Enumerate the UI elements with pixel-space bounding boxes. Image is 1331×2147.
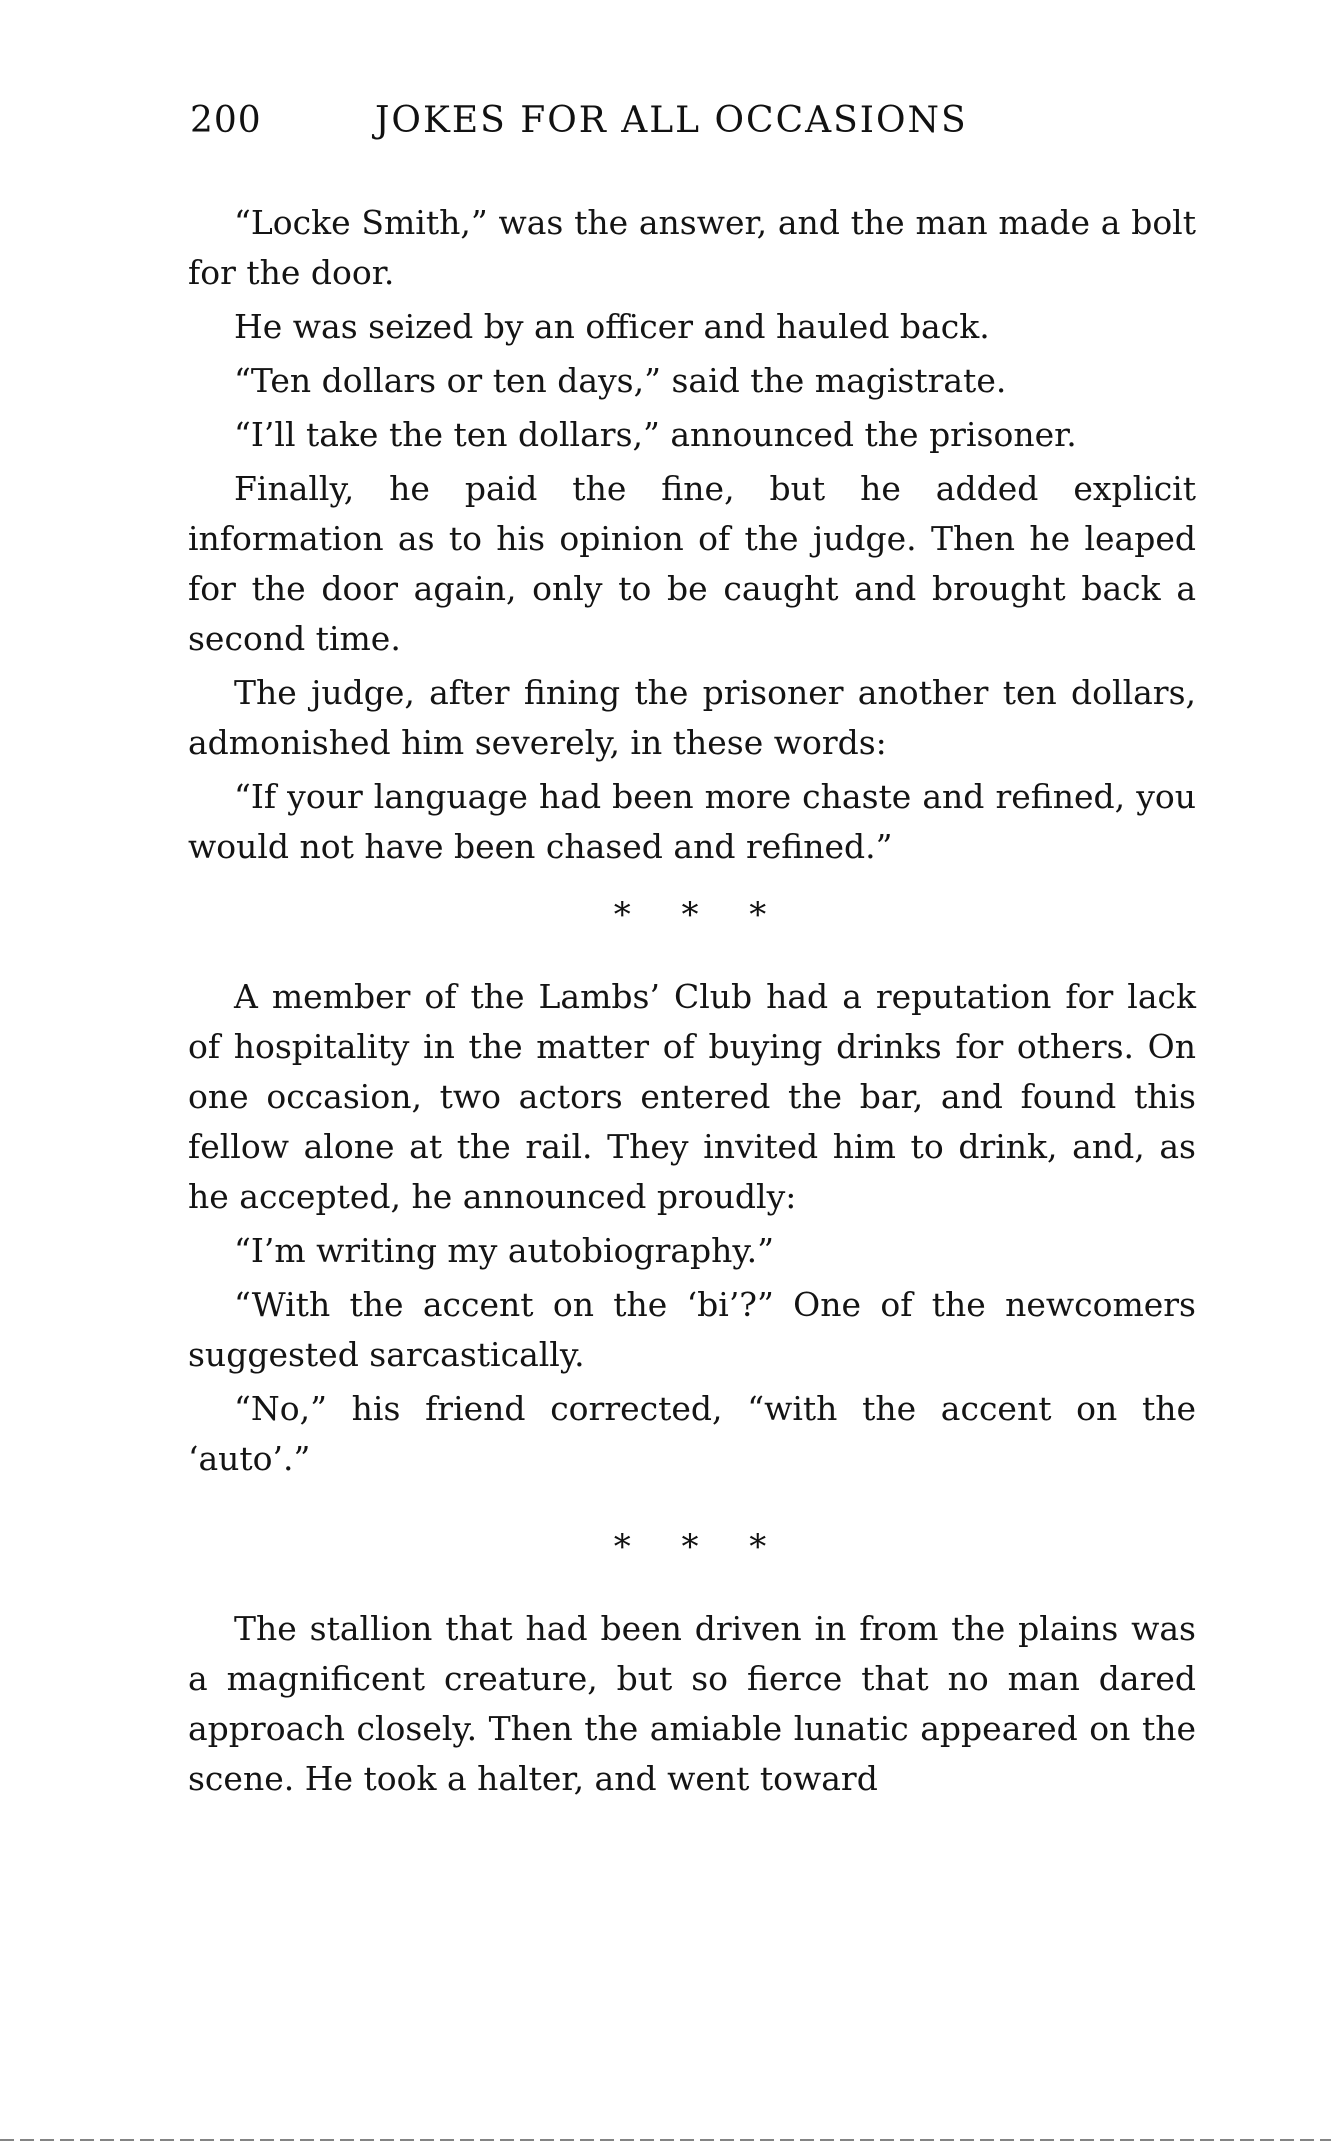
paragraph: A member of the Lambs’ Club had a reputation for lack of hospitality in the matter of buying drinks for others. On one occasion, two actors entered the bar, and found this fellow alone at the rail. They invited him to drink, and, as he accepted, he announced proudly:: [188, 977, 1196, 1216]
paragraph: “With the accent on the ‘bi’?” One of the newcomers suggested sarcastically.: [188, 1285, 1196, 1374]
joke-section-3: [188, 1604, 1196, 1808]
paragraph: “If your language had been more chaste and refined, you would not have been chased and refined.”: [188, 777, 1196, 866]
paragraph: The judge, after fining the prisoner another ten dollars, admonished him severely, in these words:: [188, 673, 1196, 762]
paragraph: “Ten dollars or ten days,” said the magistrate.: [234, 361, 1007, 400]
paragraph: “Locke Smith,” was the answer, and the man made a bolt for the door.: [188, 203, 1196, 292]
section-separator: * * *: [613, 1527, 767, 1567]
page-bottom-edge: [0, 2139, 1331, 2141]
paragraph: The stallion that had been driven in from the plains was a magnificent creature, but so fierce that no man dared approach closely. Then the amiable lunatic appeared on the scene. He took a halter, and went toward: [188, 1609, 1196, 1798]
paragraph: He was seized by an officer and hauled back.: [234, 307, 990, 346]
joke-section-1: [188, 198, 1196, 876]
paragraph: “No,” his friend corrected, “with the accent on the ‘auto’.”: [188, 1389, 1196, 1478]
paragraph: “I’m writing my autobiography.”: [234, 1231, 775, 1270]
paragraph: “I’ll take the ten dollars,” announced the prisoner.: [234, 415, 1077, 454]
page-number: 200: [190, 100, 262, 141]
paragraph: Finally, he paid the fine, but he added explicit information as to his opinion of the judge. Then he leaped for the door again, only to be caught and brought back a second time.: [188, 469, 1196, 658]
page-header: [190, 100, 1200, 150]
section-separator: * * *: [613, 895, 767, 935]
joke-section-2: [188, 972, 1196, 1488]
running-title: JOKES FOR ALL OCCASIONS: [375, 100, 968, 141]
